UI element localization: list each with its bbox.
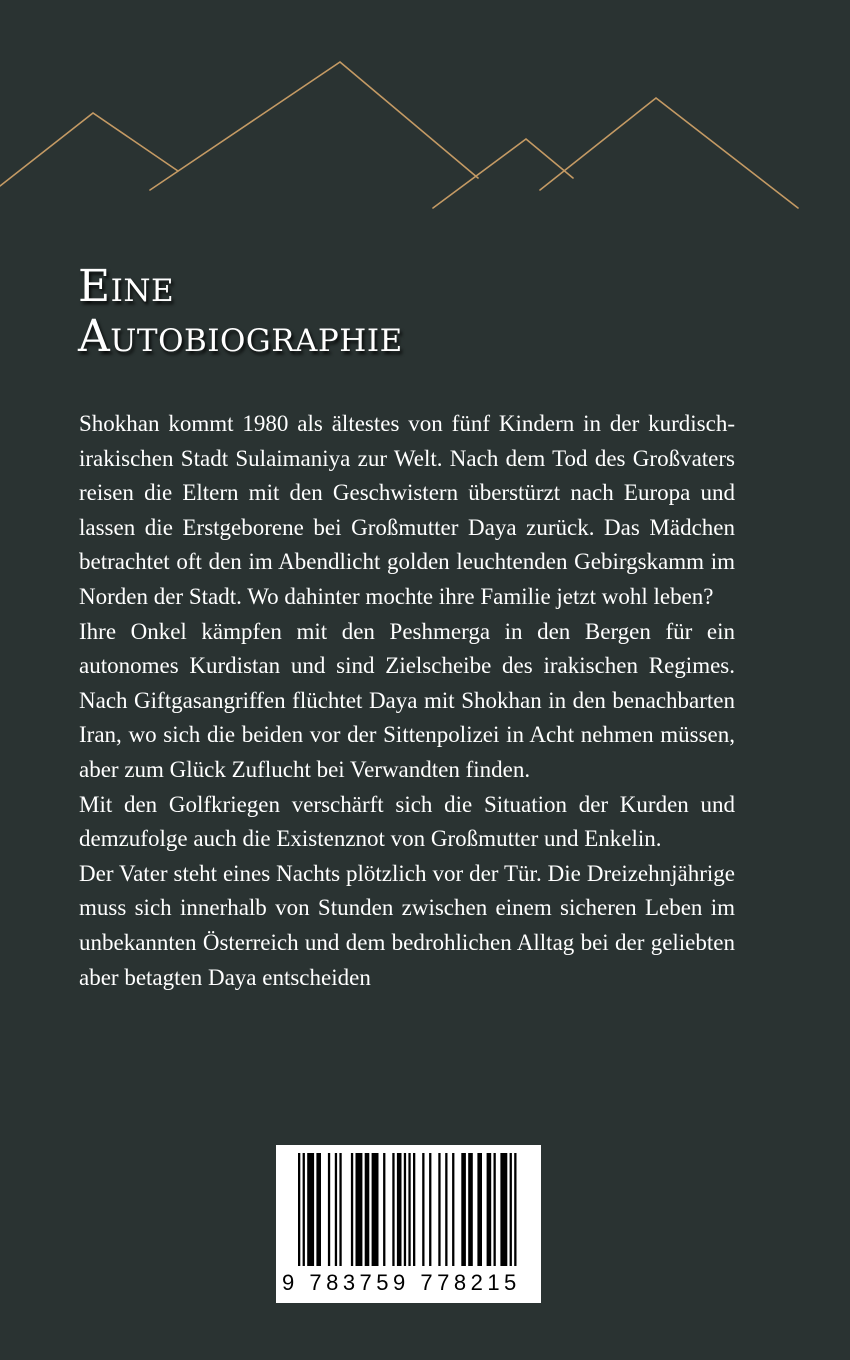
barcode-bar	[408, 1153, 410, 1266]
center-peak-line	[150, 62, 478, 190]
barcode-bar	[397, 1153, 402, 1266]
barcode-bar	[494, 1153, 496, 1266]
barcode-bar	[356, 1153, 363, 1266]
barcode-bar	[413, 1153, 415, 1266]
blurb-text	[79, 407, 735, 995]
barcode-bar	[452, 1153, 454, 1266]
barcode-bar	[438, 1153, 440, 1266]
title-line-2: Autobiographie	[78, 311, 403, 362]
barcode-bar	[316, 1153, 321, 1266]
blurb-paragraph: Der Vater steht eines Nachts plötzlich vor der Tür. Die Dreizehnjährige muss sich innerhalb von Stunden zwischen einem sicheren Leben im unbekannten Österreich und dem bedrohlichen Alltag bei der geliebten aber betagten Daya entscheiden	[79, 860, 735, 990]
barcode-bar	[429, 1153, 431, 1266]
barcode-bar	[298, 1153, 300, 1266]
barcode-bar	[307, 1153, 314, 1266]
barcode-bar	[422, 1153, 424, 1266]
barcode-bar	[487, 1153, 492, 1266]
barcode-bar	[328, 1153, 330, 1266]
page-title	[78, 262, 778, 362]
barcode-bar	[477, 1153, 482, 1266]
blurb-paragraph: Shokhan kommt 1980 als ältestes von fünf Kindern in der kurdisch-irakischen Stadt Sulaimaniya zur Welt. Nach dem Tod des Großvaters reisen die Eltern mit den Geschwistern überstürzt nach Europa und lassen die Erstgeborene bei Großmutter Daya zurück. Das Mädchen betrachtet oft den im Abendlicht golden leuchtenden Gebirgskamm im Norden der Stadt. Wo dahinter mochte ihre Familie jetzt wohl leben?	[79, 411, 735, 609]
title-line-1: Eine	[78, 261, 175, 312]
small-right-peak-line	[433, 139, 573, 208]
barcode-bar	[404, 1153, 406, 1266]
mountain-range-icon	[0, 0, 850, 240]
left-peak-line	[0, 113, 178, 186]
barcode-bar	[461, 1153, 466, 1266]
barcode-bar	[335, 1153, 337, 1266]
barcode-bar	[339, 1153, 341, 1266]
isbn-barcode	[276, 1145, 541, 1303]
right-peak-line	[540, 98, 798, 208]
barcode-bar	[514, 1153, 516, 1266]
barcode-bar	[445, 1153, 447, 1266]
barcode-bar	[383, 1153, 385, 1266]
barcode-bar	[303, 1153, 305, 1266]
barcode-bar	[510, 1153, 512, 1266]
barcode-bar	[372, 1153, 379, 1266]
barcode-bar	[500, 1153, 507, 1266]
barcode-number: 9 783759 778215	[282, 1270, 521, 1295]
barcode-bar	[365, 1153, 370, 1266]
blurb-paragraph: Ihre Onkel kämpfen mit den Peshmerga in den Bergen für ein autonomes Kurdistan und sind Zielscheibe des irakischen Regimes. Nach Giftgasangriffen flüchtet Daya mit Shokhan in den benachbarten Iran, wo sich die beiden vor der Sittenpolizei in Acht nehmen müssen, aber zum Glück Zuflucht bei Verwandten finden.	[79, 618, 735, 782]
barcode-bar	[392, 1153, 394, 1266]
barcode-bar	[351, 1153, 353, 1266]
blurb-paragraph: Mit den Golfkriegen verschärft sich die Situation der Kurden und demzufolge auch die Existenznot von Großmutter und Enkelin.	[79, 791, 735, 852]
barcode-bar	[468, 1153, 473, 1266]
